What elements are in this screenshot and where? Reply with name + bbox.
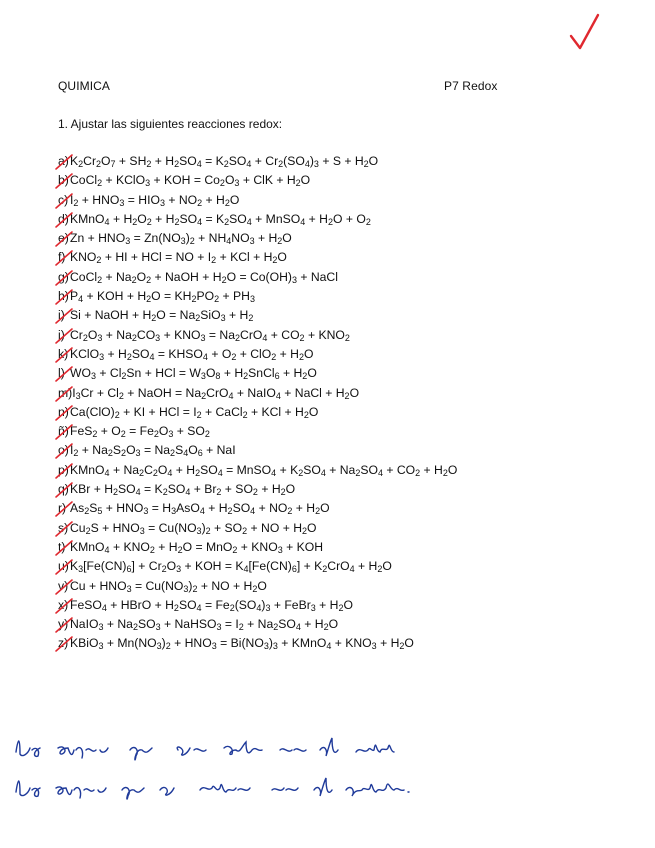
subject-header: QUIMICA bbox=[58, 79, 111, 93]
reaction-item bbox=[58, 171, 618, 190]
reaction-equation: KMnO$_4$ + $H_2O_2 + H_2SO_4 = K_2SO_4$ + MnSO$_4$ + $H_2O + O_2$ bbox=[70, 211, 371, 227]
reaction-equation: $Cr_2O_3 + Na_2CO_3 + KNO_3 = Na_2CrO_4 + CO_2 + KNO_2$ bbox=[70, 327, 350, 343]
reaction-item bbox=[58, 384, 618, 403]
reaction-label: h) bbox=[58, 289, 69, 304]
reaction-label: k) bbox=[58, 346, 69, 361]
reaction-item bbox=[58, 268, 618, 287]
reaction-label: d) bbox=[58, 211, 69, 226]
reaction-equation: $I_3Cr + Cl_2$ + NaOH = $Na_2CrO_4$ + NaIO$_4$ + NaCl + $H_2O$ bbox=[72, 385, 360, 401]
reaction-equation: $As_2S_5 + HNO_3 = H_3AsO_4 + H_2SO_4 + NO_2 + H_2O$ bbox=[70, 501, 330, 517]
reaction-label: f) bbox=[58, 250, 66, 265]
handwritten-note-2 bbox=[10, 766, 430, 806]
reaction-list bbox=[58, 152, 618, 654]
reaction-item bbox=[58, 615, 618, 634]
reaction-equation: $FeS_2 + O_2 = Fe_2O_3 + SO_2$ bbox=[70, 424, 210, 440]
reaction-item bbox=[58, 422, 618, 441]
check-mark-icon bbox=[568, 12, 602, 52]
reaction-item bbox=[58, 538, 618, 557]
reaction-item bbox=[58, 345, 618, 364]
reaction-item bbox=[58, 519, 618, 538]
reaction-label: p) bbox=[58, 462, 69, 477]
reaction-item bbox=[58, 596, 618, 615]
reaction-label: a) bbox=[58, 154, 69, 168]
reaction-label: s) bbox=[58, 520, 69, 535]
reaction-equation: KMnO$_4$ + $KNO_2 + H_2O = MnO_2 + KNO_3$ + KOH bbox=[70, 539, 324, 555]
reaction-item bbox=[58, 634, 618, 653]
reaction-label: i) bbox=[58, 308, 65, 323]
reaction-equation: $I_2 + Na_2S_2O_3 = Na_2S_4O_6$ + NaI bbox=[70, 443, 236, 459]
reaction-label: q) bbox=[58, 482, 69, 497]
reaction-item bbox=[58, 480, 618, 499]
reaction-equation: $Ca(ClO)_2$ + KI + HCl = $I_2$ + CaCl$_2$ + KCl + $H_2O$ bbox=[70, 404, 319, 420]
reaction-equation: $P_4$ + KOH + $H_2O = KH_2PO_2 + PH_3$ bbox=[70, 289, 255, 305]
reaction-item bbox=[58, 210, 618, 229]
reaction-item bbox=[58, 287, 618, 306]
reaction-equation: $K_3[Fe(CN)_6] + Cr_2O_3$ + KOH = $K_4[Fe(CN)_6] + K_2CrO_4 + H_2O$ bbox=[70, 559, 392, 575]
reaction-equation: $Cu + HNO_3 = Cu(NO_3)_2$ + NO + $H_2O$ bbox=[70, 578, 267, 594]
reaction-item bbox=[58, 229, 618, 248]
reaction-label: x) bbox=[58, 597, 69, 612]
reaction-item bbox=[58, 557, 618, 576]
reaction-equation: Si + NaOH + $H_2O = Na_2SiO_3 + H_2$ bbox=[70, 308, 254, 324]
handwritten-note-1 bbox=[10, 728, 430, 768]
reaction-equation: $WO_3 + Cl_2Sn$ + HCl = $W_3O_8$ + $H_2SnCl_6 + H_2O$ bbox=[70, 366, 317, 382]
reaction-label: l) bbox=[58, 366, 65, 381]
reaction-label: g) bbox=[58, 269, 69, 284]
reaction-equation: CoCl$_2$ + KClO$_3$ + KOH = $Co_2O_3$ + ClK + $H_2O$ bbox=[70, 173, 311, 189]
reaction-item bbox=[58, 461, 618, 480]
reaction-equation: KClO$_3$ + $H_2SO_4$ = $KHSO_4 + O_2 + ClO_2 + H_2O$ bbox=[70, 346, 314, 362]
reaction-equation: NaIO$_3$ + $Na_2SO_3$ + NaHSO$_3$ = $I_2 + Na_2SO_4 + H_2O$ bbox=[70, 617, 339, 633]
reaction-item bbox=[58, 499, 618, 518]
reaction-equation: $K_2Cr_2O_7 + SH_2 + H_2SO_4 = K_2SO_4 + Cr_2(SO_4)_3 + S + H_2O$ bbox=[70, 154, 379, 169]
reaction-label: t) bbox=[58, 539, 66, 554]
exercise-title: 1. Ajustar las siguientes reacciones redox: bbox=[58, 117, 283, 131]
reaction-equation: $I_2 + HNO_3 = HIO_3 + NO_2 + H_2O$ bbox=[70, 192, 240, 208]
reaction-item bbox=[58, 364, 618, 383]
reaction-label: v) bbox=[58, 578, 69, 593]
reaction-label: o) bbox=[58, 443, 69, 458]
reaction-item bbox=[58, 577, 618, 596]
reaction-label: u) bbox=[58, 559, 69, 574]
reaction-label: y) bbox=[58, 617, 69, 632]
reaction-equation: CoCl$_2$ + $Na_2O_2$ + NaOH + $H_2O = Co(OH)_3$ + NaCl bbox=[70, 269, 338, 285]
reaction-item bbox=[58, 403, 618, 422]
reaction-label: r) bbox=[58, 501, 67, 516]
reaction-item bbox=[58, 248, 618, 267]
reaction-item bbox=[58, 326, 618, 345]
reaction-label: b) bbox=[58, 173, 69, 188]
reaction-item bbox=[58, 152, 618, 171]
reaction-item bbox=[58, 306, 618, 325]
reaction-item bbox=[58, 441, 618, 460]
reaction-equation: KBiO$_3$ + $Mn(NO_3)_2 + HNO_3 = Bi(NO_3)_3$ + KMnO$_4$ + $KNO_3 + H_2O$ bbox=[70, 636, 414, 652]
reaction-equation: $Zn + HNO_3 = Zn(NO_3)_2 + NH_4NO_3 + H_2O$ bbox=[70, 231, 292, 247]
reaction-label: m) bbox=[58, 385, 73, 400]
reaction-equation: $Cu_2S + HNO_3 = Cu(NO_3)_2 + SO_2$ + NO + $H_2O$ bbox=[70, 520, 317, 536]
reaction-label: j) bbox=[58, 327, 65, 342]
reaction-label: n) bbox=[58, 404, 69, 419]
reaction-equation: KMnO$_4$ + $Na_2C_2O_4 + H_2SO_4$ = MnSO$_4$ + $K_2SO_4 + Na_2SO_4 + CO_2 + H_2O$ bbox=[70, 462, 458, 478]
reaction-label: e) bbox=[58, 231, 69, 246]
reaction-label: ñ) bbox=[58, 424, 69, 439]
practice-header: P7 Redox bbox=[444, 79, 498, 93]
reaction-label: z) bbox=[58, 636, 69, 651]
reaction-item bbox=[58, 191, 618, 210]
reaction-label: c) bbox=[58, 192, 69, 207]
reaction-equation: KBr + $H_2SO_4 = K_2SO_4 + Br_2 + SO_2 + H_2O$ bbox=[70, 482, 296, 498]
reaction-equation: FeSO$_4$ + HBrO + $H_2SO_4 = Fe_2(SO_4)_3$ + FeBr$_3$ + $H_2O$ bbox=[70, 597, 353, 613]
reaction-equation: $KNO_2$ + HI + HCl = NO + $I_2$ + KCl + $H_2O$ bbox=[70, 250, 287, 266]
